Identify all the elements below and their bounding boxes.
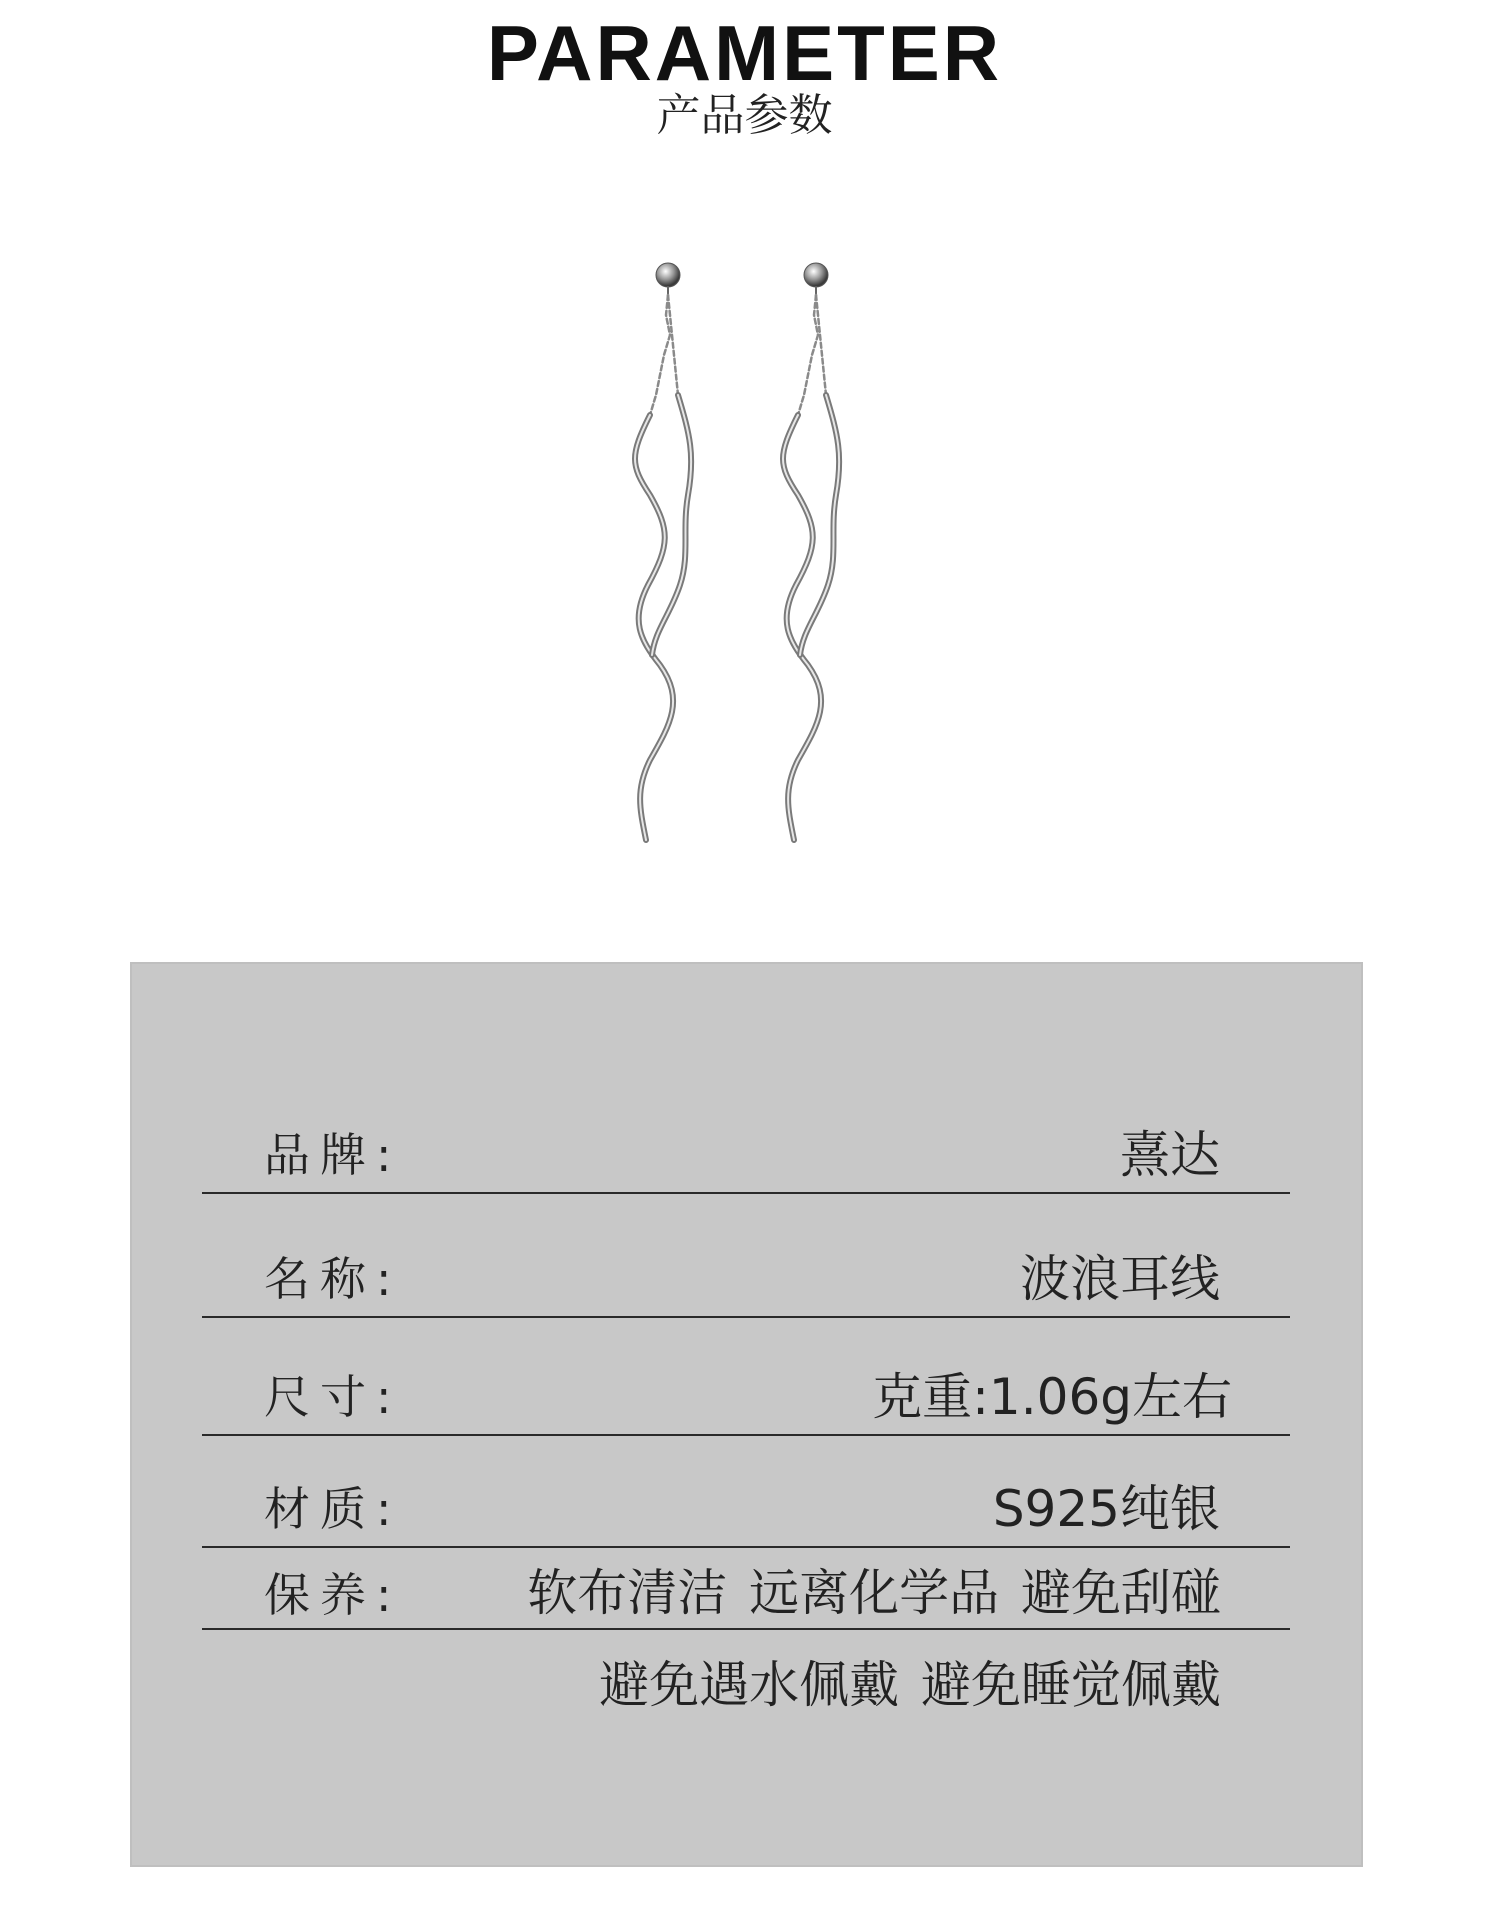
product-image <box>600 255 880 845</box>
wave-earrings-image <box>600 255 880 845</box>
spec-value-material: S925纯银 <box>992 1480 1220 1538</box>
spec-label-care: 保养: <box>264 1568 402 1622</box>
spec-label-name: 名称: <box>264 1252 402 1306</box>
left-earring <box>635 263 691 840</box>
spec-label-size: 尺寸: <box>264 1370 402 1424</box>
spec-value-size: 克重:1.06g左右 <box>872 1368 1232 1426</box>
right-earring <box>783 263 839 840</box>
spec-row-brand <box>202 1062 1290 1194</box>
spec-value-care-line1: 软布清洁 远离化学品 避免刮碰 <box>527 1564 1221 1622</box>
spec-row-name <box>202 1194 1290 1318</box>
page-title: PARAMETER <box>486 9 1003 97</box>
spec-value-brand: 熹达 <box>1120 1126 1220 1184</box>
care-divider <box>202 1628 1290 1630</box>
spec-row-size <box>202 1318 1290 1436</box>
page-subtitle: 产品参数 <box>656 90 833 141</box>
spec-row-material <box>202 1436 1290 1548</box>
spec-panel <box>130 962 1363 1867</box>
spec-value-name: 波浪耳线 <box>1020 1250 1220 1308</box>
spec-label-brand: 品牌: <box>264 1128 402 1182</box>
spec-label-material: 材质: <box>264 1482 402 1536</box>
spec-value-care-line2: 避免遇水佩戴 避免睡觉佩戴 <box>599 1656 1221 1714</box>
